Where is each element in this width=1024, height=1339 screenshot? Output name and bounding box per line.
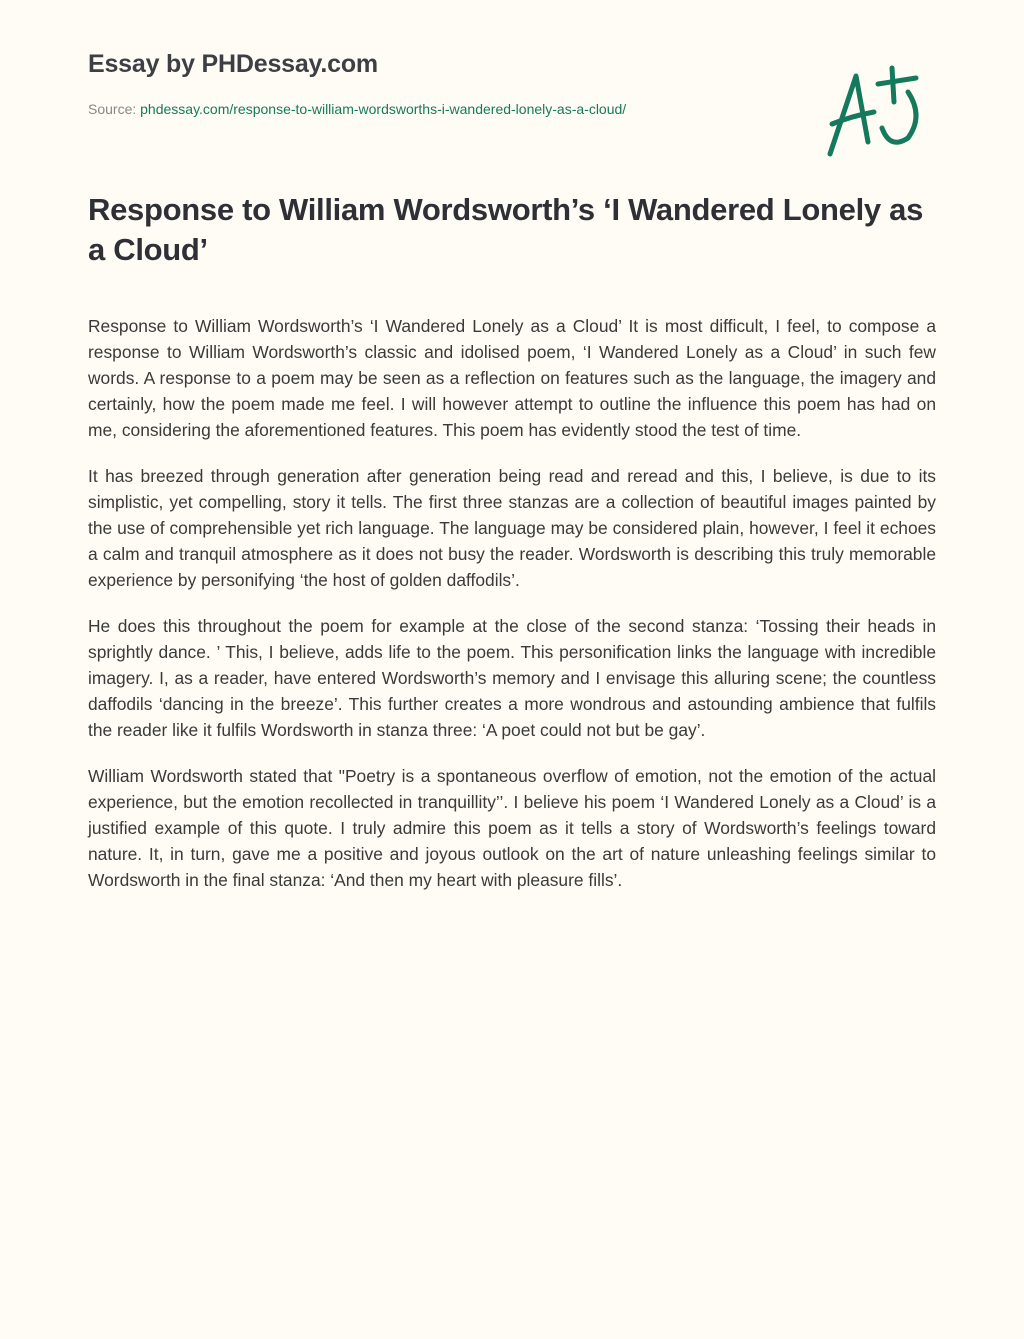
- a-plus-logo-icon: [822, 62, 932, 162]
- brand-title: Essay by PHDessay.com: [88, 50, 378, 78]
- source-link[interactable]: phdessay.com/response-to-william-wordsworths-i-wandered-lonely-as-a-cloud/: [140, 101, 627, 117]
- essay-body: [88, 313, 936, 913]
- source-label: Source:: [88, 101, 137, 117]
- paragraph: Response to William Wordsworth’s ‘I Wandered Lonely as a Cloud’ It is most difficult, I feel, to compose a response to William Wordsworth’s classic and idolised poem, ‘I Wandered Lonely as a Cloud’ in such few words. A response to a poem may be seen as a reflection on features such as the language, the imagery and certainly, how the poem made me feel. I will however attempt to outline the influence this poem has had on me, considering the aforementioned features. This poem has evidently stood the test of time.: [88, 316, 936, 440]
- source-line: [88, 101, 626, 117]
- paragraph: William Wordsworth stated that "Poetry is a spontaneous overflow of emotion, not the emotion of the actual experience, but the emotion recollected in tranquillity’’. I believe his poem ‘I Wandered Lonely as a Cloud’ is a justified example of this quote. I truly admire this poem as it tells a story of Wordsworth’s feelings toward nature. It, in turn, gave me a positive and joyous outlook on the art of nature unleashing feelings similar to Wordsworth in the final stanza: ‘And then my heart with pleasure fills’.: [88, 766, 936, 890]
- paragraph: He does this throughout the poem for example at the close of the second stanza: ‘Tossing their heads in sprightly dance. ’ This, I believe, adds life to the poem. This personification links the language with incredible imagery. I, as a reader, have entered Wordsworth’s memory and I envisage this alluring scene; the countless daffodils ‘dancing in the breeze’. This further creates a more wondrous and astounding ambience that fulfils the reader like it fulfils Wordsworth in stanza three: ‘A poet could not but be gay’.: [88, 616, 936, 740]
- paragraph: It has breezed through generation after generation being read and reread and this, I believe, is due to its simplistic, yet compelling, story it tells. The first three stanzas are a collection of beautiful images painted by the use of comprehensible yet rich language. The language may be considered plain, however, I feel it echoes a calm and tranquil atmosphere as it does not busy the reader. Wordsworth is describing this truly memorable experience by personifying ‘the host of golden daffodils’.: [88, 466, 936, 590]
- page-title: Response to William Wordsworth’s ‘I Wandered Lonely as a Cloud’: [88, 192, 924, 267]
